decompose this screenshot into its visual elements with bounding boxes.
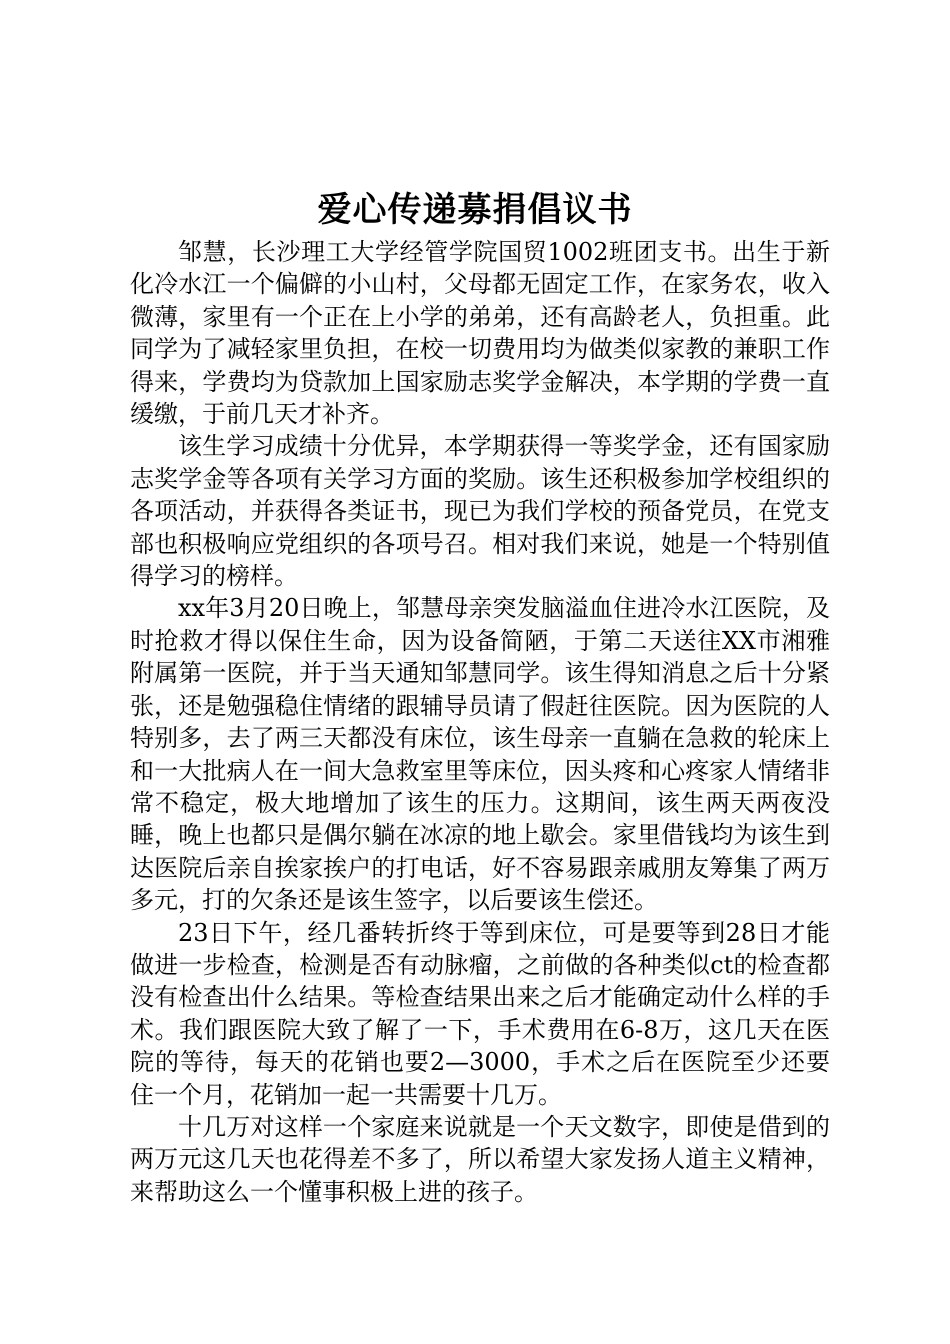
paragraph: 邹慧，长沙理工大学经管学院国贸1002班团支书。出生于新化冷水江一个偏僻的小山村，父母都无固定工作，在家务农，收入微薄，家里有一个正在上小学的弟弟，还有高龄老人，负担重。此同学为了减轻家里负担，在校一切费用均为做类似家教的兼职工作得来，学费均为贷款加上国家励志奖学金解决，本学期的学费一直缓缴，于前几天才补齐。 [130,238,830,429]
document-body [130,236,830,1208]
paragraph: xx年3月20日晚上，邹慧母亲突发脑溢血住进冷水江医院，及时抢救才得以保住生命，因为设备简陋，于第二天送往XX市湘雅附属第一医院，并于当天通知邹慧同学。该生得知消息之后十分紧张，还是勉强稳住情绪的跟辅导员请了假赶往医院。因为医院的人特别多，去了两三天都没有床位，该生母亲一直躺在急救的轮床上和一大批病人在一间大急救室里等床位，因头疼和心疼家人情绪非常不稳定，极大地增加了该生的压力。这期间，该生两天两夜没睡，晚上也都只是偶尔躺在冰凉的地上歇会。家里借钱均为该生到达医院后亲自挨家挨户的打电话，好不容易跟亲戚朋友筹集了两万多元，打的欠条还是该生签字，以后要该生偿还。 [130,594,830,915]
document-title: 爱心传递募捐倡议书 [317,190,633,230]
paragraph: 该生学习成绩十分优异，本学期获得一等奖学金，还有国家励志奖学金等各项有关学习方面的奖励。该生还积极参加学校组织的各项活动，并获得各类证书，现已为我们学校的预备党员，在党支部也积极响应党组织的各项号召。相对我们来说，她是一个特别值得学习的榜样。 [130,432,830,591]
paragraph: 十几万对这样一个家庭来说就是一个天文数字，即使是借到的两万元这几天也花得差不多了，所以希望大家发扬人道主义精神，来帮助这么一个懂事积极上进的孩子。 [130,1112,830,1206]
paragraph: 23日下午，经几番转折终于等到床位，可是要等到28日才能做进一步检查，检测是否有动脉瘤，之前做的各种类似ct的检查都没有检查出什么结果。等检查结果出来之后才能确定动什么样的手术。我们跟医院大致了解了一下，手术费用在6-8万，这几天在医院的等待，每天的花销也要2—3000，手术之后在医院至少还要住一个月，花销加一起一共需要十几万。 [130,918,830,1109]
